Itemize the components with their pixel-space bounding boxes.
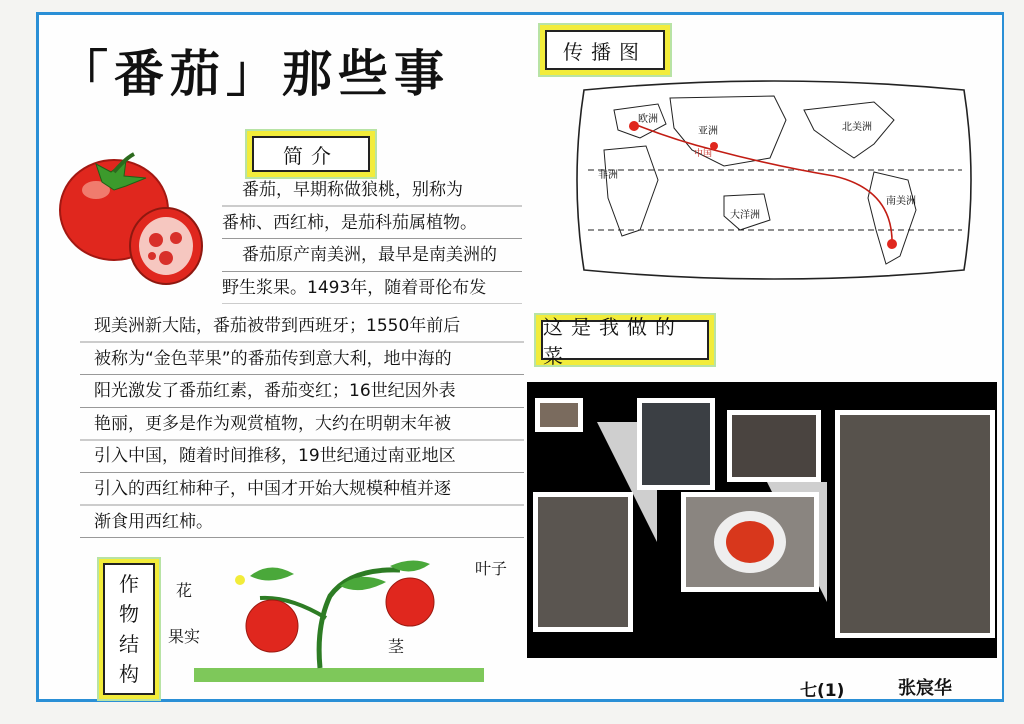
intro-text-full — [80, 310, 524, 538]
page-title: 「番茄」那些事 — [58, 44, 450, 103]
map-label-asia: 亚洲 — [698, 126, 718, 137]
map-label-oceania: 大洋洲 — [730, 210, 760, 221]
intro-line: 现美洲新大陆，番茄被带到西班牙；1550年前后 — [94, 316, 461, 336]
plant-label-fruit: 果实 — [168, 627, 201, 646]
dish-plate — [714, 511, 786, 573]
map-label-south-america: 南美洲 — [886, 196, 916, 207]
intro-line: 被称为“金色苹果”的番茄传到意大利，地中海的 — [94, 348, 452, 369]
map-label-europe: 欧洲 — [638, 114, 658, 125]
plant-label-leaf: 叶子 — [475, 559, 508, 578]
photo-chopping — [533, 492, 633, 632]
map-label-north-america: 北美洲 — [842, 122, 872, 133]
plant-label-flower: 花 — [176, 581, 193, 600]
intro-line: 番茄，早期称做狼桃，别称为 — [242, 180, 463, 200]
intro-line: 番柿、西红柿，是茄科茄属植物。 — [222, 212, 477, 233]
intro-line: 渐食用西红柿。 — [94, 511, 213, 532]
photo-pan — [727, 410, 821, 482]
plant-label-stem: 茎 — [388, 637, 405, 656]
photo-cooking-portrait — [835, 410, 995, 638]
footer-author: 张宸华 — [898, 678, 952, 699]
photo-ingredients — [535, 398, 583, 432]
intro-line: 艳丽，更多是作为观赏植物，大约在明朝末年被 — [94, 413, 451, 434]
intro-heading: 简介 — [252, 136, 370, 172]
plant-illustration — [190, 556, 490, 686]
intro-text-indent — [222, 174, 522, 304]
photo-dish — [681, 492, 819, 592]
intro-line: 番茄原产南美洲，最早是南美洲的 — [242, 245, 497, 266]
map-frame — [577, 81, 971, 279]
map-heading: 传播图 — [545, 30, 665, 70]
intro-line: 野生浆果。1493年，随着哥伦布发 — [222, 277, 487, 298]
photo-stove — [637, 398, 715, 490]
cooking-photo-collage — [527, 382, 997, 658]
map-label-africa: 非洲 — [598, 170, 618, 181]
intro-line: 阳光激发了番茄红素，番茄变红；16世纪因外表 — [94, 381, 456, 402]
map-label-china: 中国 — [694, 149, 713, 159]
footer-class: 七(1) — [800, 681, 845, 701]
intro-line: 引入中国，随着时间推移，19世纪通过南亚地区 — [94, 446, 456, 467]
intro-line: 引入的西红柿种子，中国才开始大规模种植并逐 — [94, 478, 451, 499]
tomato-eggs — [726, 521, 774, 563]
tomato-illustration — [56, 150, 216, 290]
cooking-heading: 这是我做的菜 — [541, 320, 709, 360]
spread-map — [574, 80, 974, 280]
structure-heading: 作 物 结 构 — [103, 563, 155, 695]
